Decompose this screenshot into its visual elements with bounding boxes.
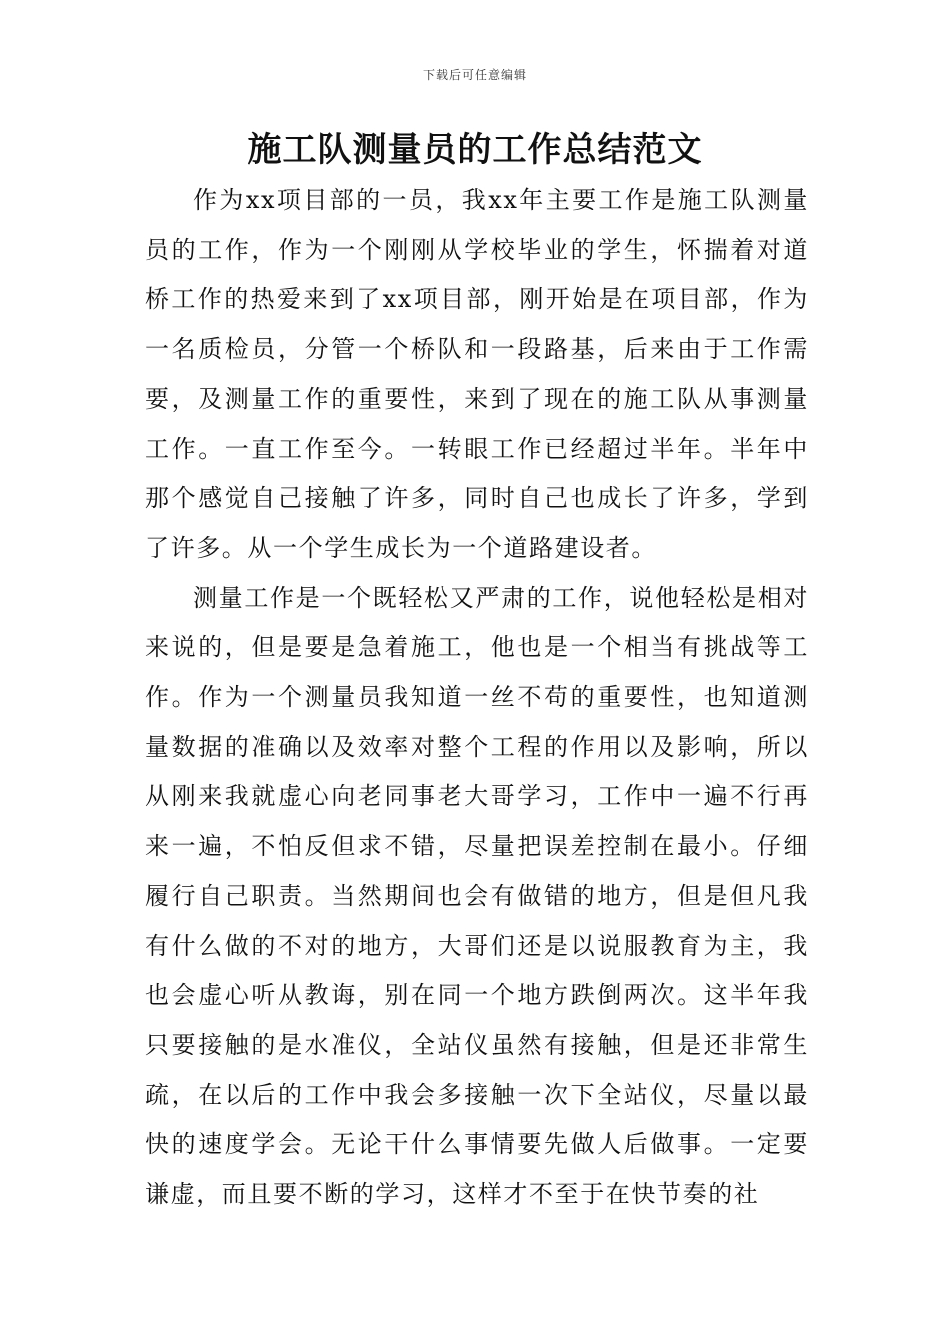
document-body — [145, 176, 809, 1220]
document-title: 施工队测量员的工作总结范文 — [247, 130, 703, 170]
header-note: 下载后可任意编辑 — [422, 68, 527, 82]
paragraph-2: 测量工作是一个既轻松又严肃的工作，说他轻松是相对来说的，但是要是急着施工，他也是一个相当有挑战等工作。作为一个测量员我知道一丝不苟的重要性，也知道测量数据的准确以及效率对整个工程的作用以及影响，所以从刚来我就虚心向老同事老大哥学习，工作中一遍不行再来一遍，不怕反但求不错，尽量把误差控制在最小。仔细履行自己职责。当然期间也会有做错的地方，但是但凡我有什么做的不对的地方，大哥们还是以说服教育为主，我也会虚心听从教诲，别在同一个地方跌倒两次。这半年我只要接触的是水准仪，全站仪虽然有接触，但是还非常生疏，在以后的工作中我会多接触一次下全站仪，尽量以最快的速度学会。无论干什么事情要先做人后做事。一定要谦虚，而且要不断的学习，这样才不至于在快节奏的社 — [145, 583, 809, 1209]
paragraph-1: 作为xx项目部的一员，我xx年主要工作是施工队测量员的工作，作为一个刚刚从学校毕业的学生，怀揣着对道桥工作的热爱来到了xx项目部，刚开始是在项目部，作为一名质检员，分管一个桥队和一段路基，后来由于工作需要，及测量工作的重要性，来到了现在的施工队从事测量工作。一直工作至今。一转眼工作已经超过半年。半年中那个感觉自己接触了许多，同时自己也成长了许多，学到了许多。从一个学生成长为一个道路建设者。 — [145, 186, 809, 562]
